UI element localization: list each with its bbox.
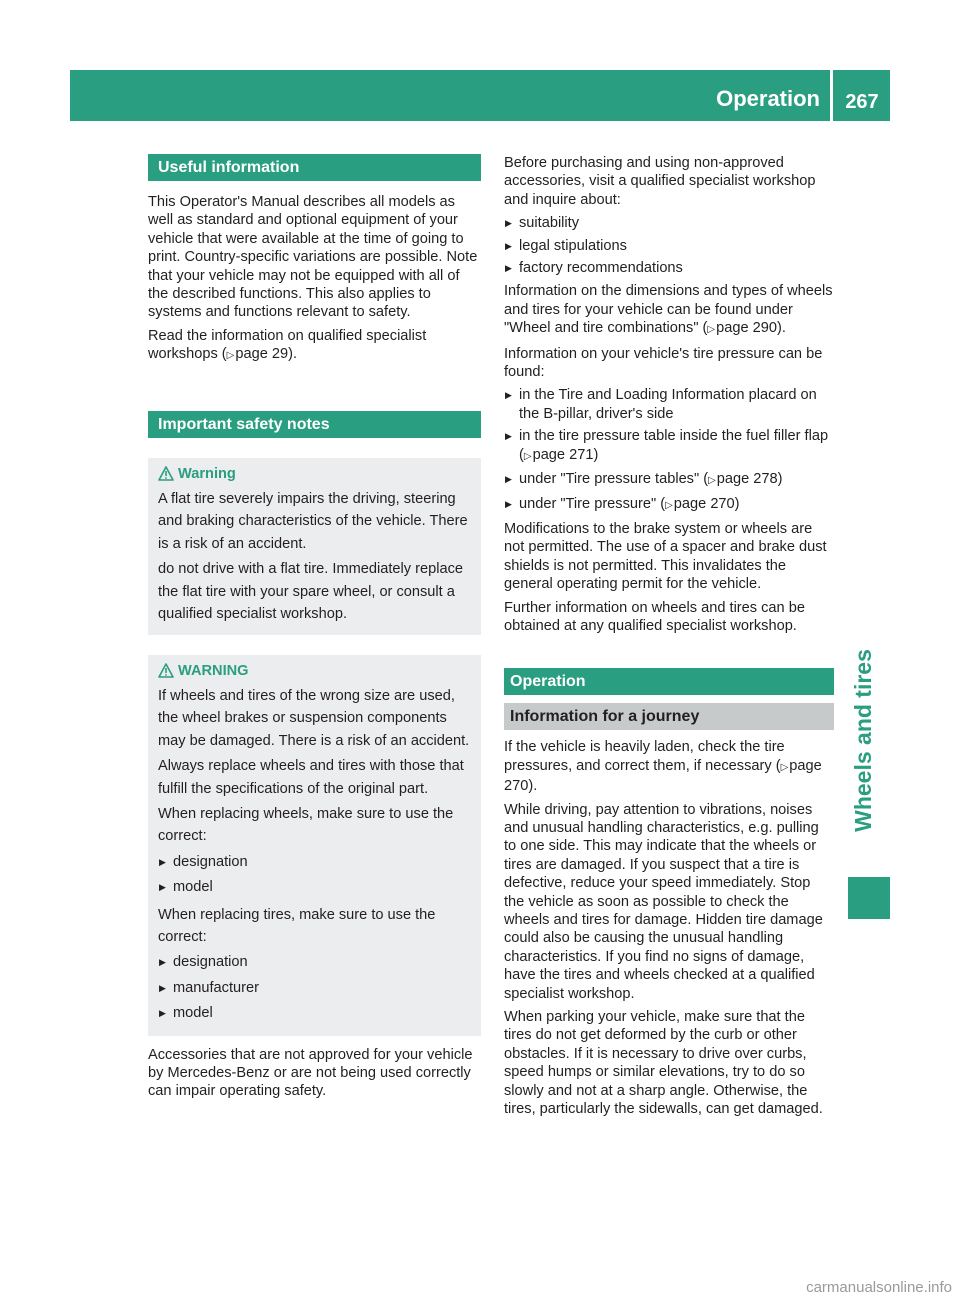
triangle-right-icon: ▷ [665, 499, 673, 511]
tire-pressure-list [504, 386, 834, 514]
list-item: ▶ legal stipulations [504, 237, 834, 255]
tire-pressure-paragraph: Information on your vehicle's tire pressure can be found: [504, 345, 823, 381]
list-item: ▶ in the tire pressure table inside the fuel filler flap (▷page 271) [504, 427, 834, 466]
warning-text-1: A flat tire severely impairs the driving, steering and braking characteristics of the vehicle. There is a risk of an accident. [158, 491, 468, 552]
page-ref-link[interactable]: page 290 [716, 320, 777, 337]
triangle-right-icon: ▷ [523, 450, 532, 462]
side-tab [843, 620, 883, 860]
triangle-right-icon: ▷ [780, 761, 789, 773]
page-number: 267 [845, 91, 879, 113]
section-heading-useful-information: Useful information [148, 154, 481, 181]
header-divider [830, 70, 833, 121]
further-info-paragraph: Further information on wheels and tires can be obtained at any qualified specialist workshop. [504, 599, 805, 634]
tire-requirements-list [158, 951, 473, 1024]
side-tab-label: Wheels and tires [849, 648, 876, 832]
warning-text-3: When replacing wheels, make sure to use the correct: [158, 805, 454, 845]
triangle-right-icon: ▷ [707, 324, 716, 336]
triangle-right-icon: ▷ [708, 475, 716, 487]
left-column [148, 154, 481, 1106]
inquiry-list [504, 214, 834, 277]
list-item: ▶ under "Tire pressure tables" (▷page 278) [504, 470, 834, 490]
useful-paragraph-1: This Operator's Manual describes all models as well as standard and optional equipment of your vehicle that were available at the time of going to print. Country-specific variations are possible. Note that your vehicle may not be equipped with all of the described functions. This also applies to systems and functions relevant to safety. [148, 194, 478, 321]
section-heading-operation: Operation [504, 668, 834, 695]
warning-heading: Warning [158, 463, 473, 485]
warning-triangle-icon [158, 663, 178, 678]
warning-box-wheel-size [148, 655, 481, 1036]
page-ref-link[interactable]: page 270 [673, 495, 735, 512]
list-item: ▶ designation [158, 851, 473, 873]
warning-text-1: If wheels and tires of the wrong size are used, the wheel brakes or suspension components may be damaged. There is a risk of an accident. [158, 687, 470, 749]
warning-text-2: Always replace wheels and tires with those that fulfill the specifications of the original part. [158, 758, 464, 797]
useful-paragraph-2: Read the information on qualified specialist workshops (▷page 29). [148, 327, 481, 366]
list-item: ▶ under "Tire pressure" (▷page 270) [504, 495, 834, 515]
accessories-paragraph: Accessories that are not approved for your vehicle by Mercedes-Benz or are not being used correctly can impair operating safety. [148, 1046, 473, 1100]
modifications-paragraph: Modifications to the brake system or wheels are not permitted. The use of a spacer and brake dust shields is not permitted. This invalidates the general operating permit for the vehicle. [504, 520, 827, 593]
warning-text-2: do not drive with a flat tire. Immediately replace the flat tire with your spare wheel, or consult a qualified specialist workshop. [158, 561, 463, 623]
triangle-right-icon: ▷ [226, 350, 235, 362]
warning-triangle-icon [158, 466, 178, 481]
journey-paragraph-2: While driving, pay attention to vibrations, noises and unusual handling characteristics, e.g. pulling to one side. This may indicate that the wheels or tires are damaged. If you suspect that a tire is defective, reduce your speed immediately. Stop the vehicle as soon as possible to check the wheels and tires for damage. Hidden tire damage could also be causing the unusual handling characteristics. If you find no signs of damage, have the tires and wheels checked at a qualified specialist workshop. [504, 801, 823, 1002]
accessories-intro: Before purchasing and using non-approved accessories, visit a qualified specialist workshop and inquire about: [504, 155, 816, 208]
list-item: ▶ manufacturer [158, 977, 473, 999]
wheel-requirements-list [158, 851, 473, 899]
journey-paragraph-1: If the vehicle is heavily laden, check the tire pressures, and correct them, if necessary (▷page 270). [504, 739, 822, 795]
warning-heading: WARNING [158, 660, 473, 682]
section-heading-important-safety-notes: Important safety notes [148, 411, 481, 438]
side-tab-marker [848, 877, 890, 919]
list-item: ▶ in the Tire and Loading Information placard on the B-pillar, driver's side [504, 386, 834, 423]
page-header [70, 70, 890, 121]
chapter-title: Operation [716, 86, 820, 111]
list-item: ▶ factory recommendations [504, 259, 834, 277]
right-column [504, 154, 834, 1123]
list-item: ▶ model [158, 876, 473, 898]
page-ref-link[interactable]: page 29 [235, 346, 289, 363]
watermark: carmanualsonline.info [806, 1279, 952, 1296]
list-item: ▶ designation [158, 951, 473, 973]
warning-text-4: When replacing tires, make sure to use the correct: [158, 906, 436, 945]
list-item: ▶ model [158, 1002, 473, 1024]
dimensions-paragraph: Information on the dimensions and types of wheels and tires for your vehicle can be found under "Wheel and tire combinations" (▷page 290). [504, 282, 834, 339]
page-ref-link[interactable]: page 278 [716, 471, 778, 488]
warning-box-flat-tire [148, 458, 481, 635]
journey-paragraph-3: When parking your vehicle, make sure that the tires do not get deformed by the curb or other obstacles. If it is necessary to drive over curbs, speed humps or similar elevations, try to do so slowly and not at a sharp angle. Otherwise, the tires, particularly the sidewalls, can get damaged. [504, 1009, 823, 1118]
page-ref-link[interactable]: page 271 [532, 446, 594, 463]
section-subheading-journey: Information for a journey [504, 703, 834, 730]
page-ref-link[interactable]: page 270 [504, 757, 822, 795]
list-item: ▶ suitability [504, 214, 834, 232]
